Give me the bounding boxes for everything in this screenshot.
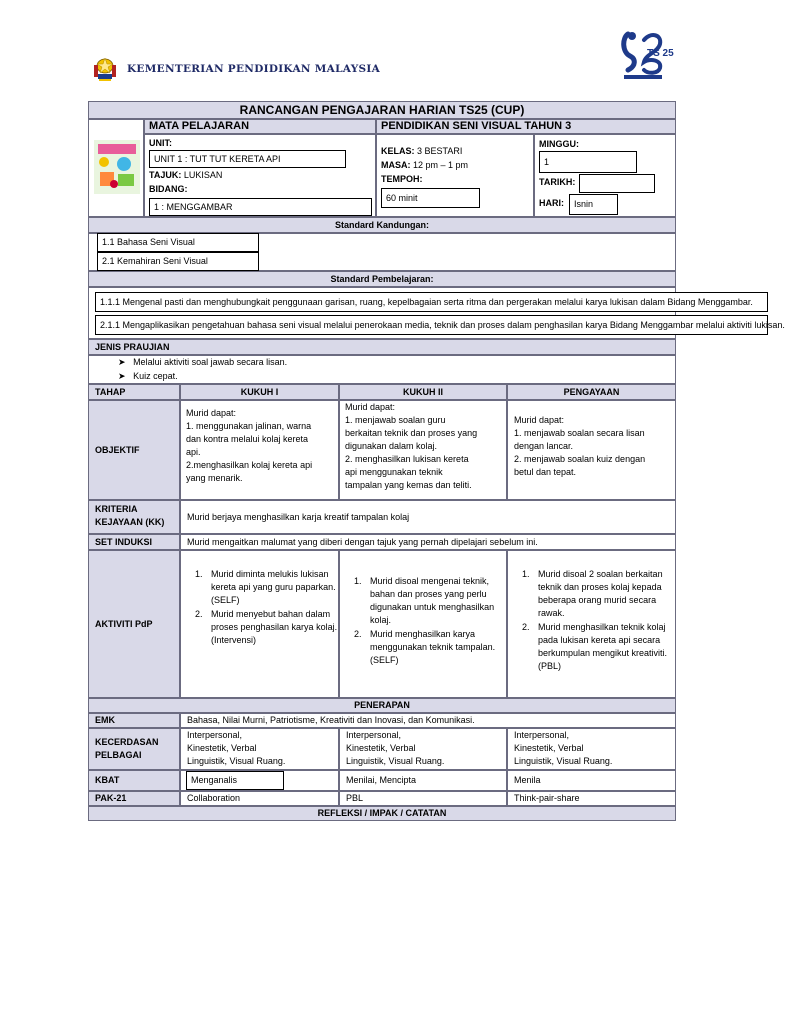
aktiviti-kukuh1 xyxy=(180,550,339,698)
standard-kandungan-item: 1.1 Bahasa Seni Visual xyxy=(97,233,259,252)
aktiviti-step: 1. Murid disoal 2 soalan berkaitan teknik dan proses kolaj kepada beberapa orang murid secara rawak. xyxy=(532,568,675,620)
subject-value: PENDIDIKAN SENI VISUAL TAHUN 3 xyxy=(376,119,676,134)
col-kukuh2: KUKUH II xyxy=(339,384,507,400)
tajuk-label: TAJUK: xyxy=(149,170,182,180)
tempoh-field[interactable]: 60 minit xyxy=(381,188,480,208)
plan-title: RANCANGAN PENGAJARAN HARIAN TS25 (CUP) xyxy=(88,101,676,119)
jenis-praujian-header: JENIS PRAUJIAN xyxy=(88,339,676,355)
aktiviti-step: 1. Murid disoal mengenai teknik, bahan dan proses yang perlu digunakan untuk menghasilkan kolaj. xyxy=(364,575,506,627)
bidang-label: BIDANG: xyxy=(149,184,188,194)
col-pengayaan: PENGAYAAN xyxy=(507,384,676,400)
tajuk-row xyxy=(149,170,222,180)
objektif-pengayaan: Murid dapat: 1. menjawab soalan secara lisan dengan lancar. 2. menjawab soalan kuiz dengan betul dan tepat. xyxy=(507,400,676,500)
minggu-label: MINGGU: xyxy=(539,139,579,149)
pak21-label: PAK-21 xyxy=(88,791,180,806)
kelas-row xyxy=(381,146,462,156)
pak21-kukuh1: Collaboration xyxy=(180,791,339,806)
standard-pembelajaran-item: 1.1.1 Mengenal pasti dan menghubungkait penggunaan garisan, ruang, kepelbagaian serta ritma dan pergerakan melalui karya lukisan dalam Bidang Menggambar. xyxy=(95,292,768,312)
objektif-label: OBJEKTIF xyxy=(88,400,180,500)
tajuk-value: LUKISAN xyxy=(183,170,223,180)
col-kukuh1: KUKUH I xyxy=(180,384,339,400)
textbook-cover-icon xyxy=(94,140,140,194)
ministry-name: KEMENTERIAN PENDIDIKAN MALAYSIA xyxy=(127,63,381,75)
praujian-item xyxy=(118,371,178,382)
kbat-kukuh1: Menganalis xyxy=(186,771,284,790)
standard-kandungan-header: Standard Kandungan: xyxy=(88,217,676,233)
standard-kandungan-item: 2.1 Kemahiran Seni Visual xyxy=(97,252,259,271)
tarikh-field[interactable] xyxy=(579,174,655,193)
set-induksi-value: Murid mengaitkan malumat yang diberi dengan tajuk yang pernah dipelajari sebelum ini. xyxy=(180,534,676,550)
kecerdasan-pengayaan: Interpersonal, Kinestetik, Verbal Linguistik, Visual Ruang. xyxy=(507,728,676,770)
aktiviti-step: 2. Murid menghasilkan karya menggunakan teknik tampalan. (SELF) xyxy=(364,628,506,667)
praujian-item xyxy=(118,357,287,368)
kecerdasan-kukuh2: Interpersonal, Kinestetik, Verbal Linguistik, Visual Ruang. xyxy=(339,728,507,770)
standard-pembelajaran-header: Standard Pembelajaran: xyxy=(88,271,676,287)
aktiviti-pengayaan xyxy=(507,550,676,698)
kriteria-value: Murid berjaya menghasilkan karja kreatif tampalan kolaj xyxy=(180,500,676,534)
hari-field[interactable]: Isnin xyxy=(569,194,618,215)
ministry-crest-icon xyxy=(90,56,120,82)
set-induksi-label: SET INDUKSI xyxy=(88,534,180,550)
kbat-label: KBAT xyxy=(88,770,180,791)
unit-label: UNIT: xyxy=(149,138,172,148)
kelas-label: KELAS: xyxy=(381,146,415,156)
unit-field[interactable]: UNIT 1 : TUT TUT KERETA API xyxy=(149,150,346,168)
aktiviti-label: AKTIVITI PdP xyxy=(88,550,180,698)
tarikh-label: TARIKH: xyxy=(539,177,576,187)
standard-pembelajaran-item: 2.1.1 Mengaplikasikan pengetahuan bahasa seni visual melalui penerokaan media, teknik dan proses dalam penghasilan karya Bidang Menggambar melalui aktiviti lukisan. xyxy=(95,315,768,335)
aktiviti-step: 1. Murid diminta melukis lukisan kereta api yang guru paparkan. (SELF) xyxy=(205,568,338,607)
kriteria-label: KRITERIA KEJAYAAN (KK) xyxy=(88,500,180,534)
pak21-pengayaan: Think-pair-share xyxy=(507,791,676,806)
praujian-text: Kuiz cepat. xyxy=(133,371,178,381)
penerapan-header: PENERAPAN xyxy=(88,698,676,713)
bidang-field[interactable]: 1 : MENGGAMBAR xyxy=(149,198,372,216)
praujian-text: Melalui aktiviti soal jawab secara lisan. xyxy=(133,357,288,367)
arrow-bullet-icon: ➤ xyxy=(118,371,126,381)
subject-label: MATA PELAJARAN xyxy=(144,119,376,134)
col-tahap: TAHAP xyxy=(88,384,180,400)
pak21-kukuh2: PBL xyxy=(339,791,507,806)
book-cover-cell xyxy=(88,119,144,217)
kbat-pengayaan: Menila xyxy=(507,770,676,791)
masa-label: MASA: xyxy=(381,160,411,170)
hari-label: HARI: xyxy=(539,198,564,208)
masa-row xyxy=(381,160,468,170)
aktiviti-step: 2. Murid menyebut bahan dalam proses penghasilan karya kolaj. (Intervensi) xyxy=(205,608,338,647)
tempoh-label: TEMPOH: xyxy=(381,174,423,184)
kecerdasan-label: KECERDASAN PELBAGAI xyxy=(88,728,180,770)
objektif-kukuh1: Murid dapat: 1. menggunakan jalinan, warna dan kontra melalui kolaj kereta api. 2.menghasilkan kolaj kereta api yang menarik. xyxy=(180,400,339,500)
ts25-logo-icon xyxy=(620,26,674,82)
emk-value: Bahasa, Nilai Murni, Patriotisme, Kreativiti dan Inovasi, dan Komunikasi. xyxy=(180,713,676,728)
refleksi-header: REFLEKSI / IMPAK / CATATAN xyxy=(88,806,676,821)
kbat-kukuh2: Menilai, Mencipta xyxy=(339,770,507,791)
kelas-value: 3 BESTARI xyxy=(417,146,463,156)
arrow-bullet-icon: ➤ xyxy=(118,357,126,367)
ts25-number: TS 25 xyxy=(647,48,674,59)
masa-value: 12 pm – 1 pm xyxy=(413,160,469,170)
emk-label: EMK xyxy=(88,713,180,728)
aktiviti-kukuh2 xyxy=(339,550,507,698)
minggu-field[interactable]: 1 xyxy=(539,151,637,173)
aktiviti-step: 2. Murid menghasilkan teknik kolaj pada lukisan kereta api secara berkumpulan mengikut kreativiti. (PBL) xyxy=(532,621,675,673)
kecerdasan-kukuh1: Interpersonal, Kinestetik, Verbal Linguistik, Visual Ruang. xyxy=(180,728,339,770)
objektif-kukuh2: Murid dapat: 1. menjawab soalan guru berkaitan teknik dan proses yang digunakan dalam kolaj. 2. menghasilkan lukisan kereta api menggunakan teknik tampalan yang kemas dan teliti. xyxy=(339,400,507,500)
